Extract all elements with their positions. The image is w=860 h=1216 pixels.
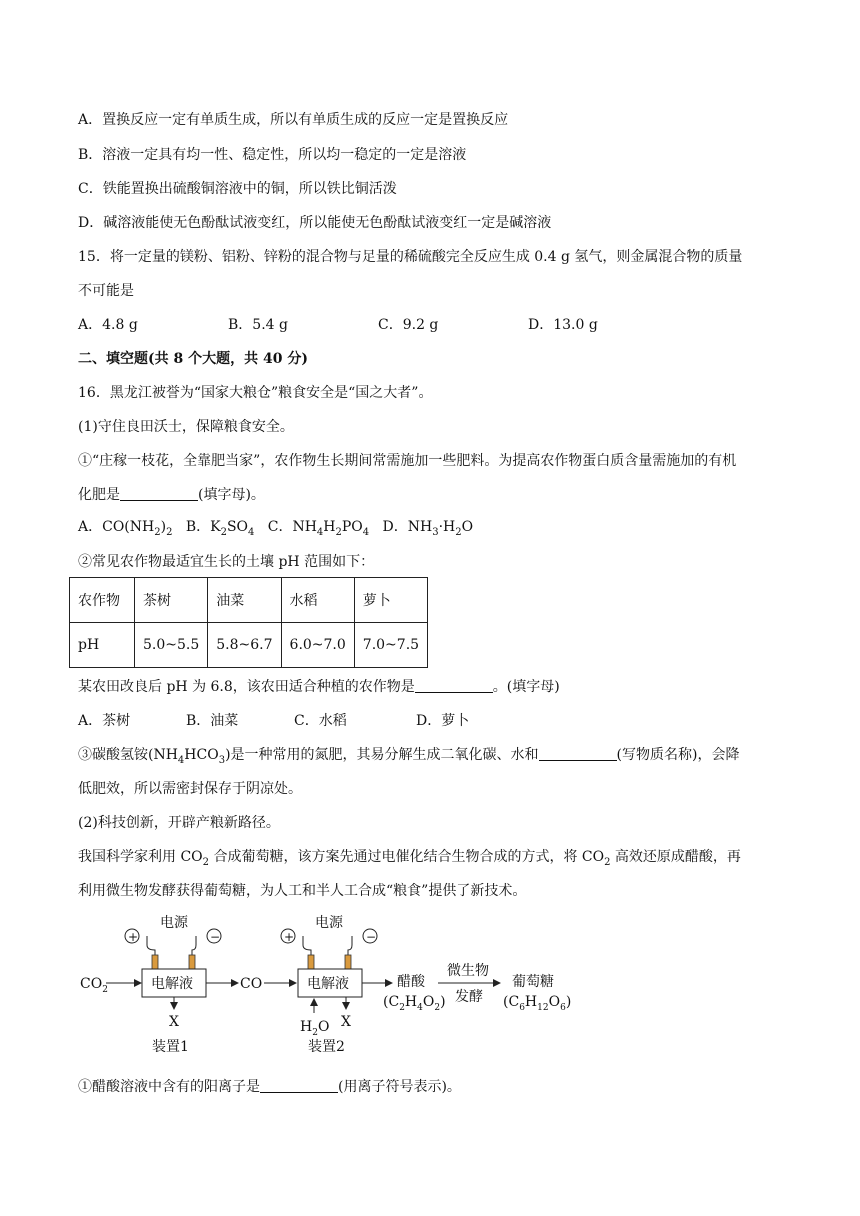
table-cell: pH <box>70 623 135 668</box>
q15-stem-line1: 15．将一定量的镁粉、铝粉、锌粉的混合物与足量的稀硫酸完全反应生成 0.4 g 氢气，则金属混合物的质量 <box>78 249 743 265</box>
h2o-input: $H_2O$ <box>300 1019 330 1038</box>
power-label-1: 电源 <box>160 915 188 931</box>
q14-option-a: A．置换反应一定有单质生成，所以有单质生成的反应一定是置换反应 <box>78 112 509 128</box>
q15-option-d: D．13.0 g <box>528 317 598 333</box>
table-cell: 水稻 <box>281 578 354 623</box>
ph-table <box>69 577 428 668</box>
x-product-1: X <box>169 1014 179 1030</box>
q16-part2-title: (2)科技创新，开辟产粮新路径。 <box>78 815 280 831</box>
q16-s3-text-b: HCO <box>184 747 219 763</box>
q16-s3-text-a: ③碳酸氢铵(NH <box>78 747 178 763</box>
q16-s1-line2 <box>78 485 265 505</box>
wire-left-2 <box>303 936 311 957</box>
q16-s1-line2-text: 化肥是 <box>78 487 120 503</box>
q16-p2-line2: 利用微生物发酵获得葡萄糖，为人工和半人工合成“粮食”提供了新技术。 <box>78 883 527 899</box>
q15-stem-line2: 不可能是 <box>78 283 134 299</box>
crop-option-b: B．油菜 <box>186 713 239 729</box>
q16-p2-text-c: 高效还原成醋酸，再 <box>610 849 741 865</box>
q16-s3-line1: ③碳酸氢铵$(NH_4HCO_3)$是一种常用的氮肥，其易分解生成二氧化碳、水和 (写物质名称)，会降 <box>78 747 740 766</box>
q16-s2-options <box>78 711 469 731</box>
table-cell: 6.0~7.0 <box>281 623 354 668</box>
answer-blank[interactable] <box>260 1078 338 1093</box>
q16-s2-question-tail: 。(填字母) <box>492 679 560 695</box>
acetic-acid-formula: $(C_2H_4O_2)$ <box>383 994 446 1013</box>
q16-s3-text-c: )是一种常用的氮肥，其易分解生成二氧化碳、水和 <box>225 747 539 763</box>
fermentation-label: 发酵 <box>455 989 483 1005</box>
q16-s1-line2-tail: (填字母)。 <box>198 487 265 503</box>
fertilizer-option-a: A．$CO(NH_2)_2$ <box>78 519 173 538</box>
power-label-2: 电源 <box>315 915 343 931</box>
electrolyte-label-1: 电解液 <box>151 976 193 992</box>
q15-option-c: C．9.2 g <box>378 317 439 333</box>
crop-option-a: A．茶树 <box>78 713 131 729</box>
q16-s4-tail: (用离子符号表示)。 <box>338 1079 461 1095</box>
q16-s2-question <box>78 677 560 697</box>
table-cell: 5.0~5.5 <box>135 623 208 668</box>
answer-blank[interactable] <box>415 678 493 693</box>
table-cell: 油菜 <box>208 578 281 623</box>
wire-right-2 <box>348 936 352 957</box>
q16-p2-text-b: 合成葡萄糖，该方案先通过电催化结合生物合成的方式，将 CO <box>209 849 605 865</box>
fertilizer-option-b: B．$K_2SO_4$ <box>185 519 255 538</box>
plus-sign: + <box>284 930 295 944</box>
minus-sign: − <box>366 930 377 944</box>
q14-option-d: D．碱溶液能使无色酚酞试液变红，所以能使无色酚酞试液变红一定是碱溶液 <box>78 215 552 231</box>
microbe-label: 微生物 <box>447 963 489 979</box>
table-cell: 萝卜 <box>354 578 427 623</box>
answer-blank[interactable] <box>539 746 617 761</box>
device-label-1: 装置1 <box>152 1039 189 1055</box>
crop-option-c: C．水稻 <box>294 713 347 729</box>
wire-left-1 <box>147 936 155 957</box>
co2-input: $CO_2$ <box>80 976 108 995</box>
glucose-formula: $(C_6H_{12}O_6)$ <box>503 994 572 1013</box>
q15-option-b: B．5.4 g <box>228 317 288 333</box>
plus-sign: + <box>128 930 139 944</box>
table-row <box>70 623 428 668</box>
table-cell: 农作物 <box>70 578 135 623</box>
q15-options <box>78 315 598 335</box>
co-intermediate: CO <box>240 976 263 992</box>
fertilizer-option-c: C．$NH_4H_2PO_4$ <box>267 519 370 538</box>
q14-option-b: B．溶液一定具有均一性、稳定性，所以均一稳定的一定是溶液 <box>78 147 467 163</box>
q16-s2-question-text: 某农田改良后 pH 为 6.8，该农田适合种植的农作物是 <box>78 679 415 695</box>
q16-s3-line2: 低肥效，所以需密封保存于阴凉处。 <box>78 781 302 797</box>
minus-sign: − <box>210 930 221 944</box>
x-product-2: X <box>341 1014 351 1030</box>
q15-option-a: A．4.8 g <box>78 317 138 333</box>
q16-p2-line1: 我国科学家利用 $CO_2$ 合成葡萄糖，该方案先通过电催化结合生物合成的方式，将 $CO_2$ 高效还原成醋酸，再 <box>78 849 741 868</box>
table-row <box>70 578 428 623</box>
crop-option-d: D．萝卜 <box>416 713 470 729</box>
q16-part1-title: (1)守住良田沃士，保障粮食安全。 <box>78 419 294 435</box>
table-cell: 茶树 <box>135 578 208 623</box>
glucose-label: 葡萄糖 <box>512 974 554 990</box>
q16-intro: 16．黑龙江被誉为“国家大粮仓”粮食安全是“国之大者”。 <box>78 385 433 401</box>
acetic-acid-label: 醋酸 <box>397 974 425 990</box>
device-label-2: 装置2 <box>308 1039 345 1055</box>
fertilizer-option-d: D．$NH_3\cdot H_2O$ <box>382 519 474 538</box>
section-title: 二、填空题(共 8 个大题，共 40 分) <box>78 351 308 367</box>
synthesis-diagram <box>0 905 860 1055</box>
q16-s2-intro: ②常见农作物最适宜生长的土壤 pH 范围如下： <box>78 554 375 570</box>
table-cell: 7.0~7.5 <box>354 623 427 668</box>
electrolyte-label-2: 电解液 <box>307 976 349 992</box>
q16-s1-line1: ①“庄稼一枝花，全靠肥当家”，农作物生长期间常需施加一些肥料。为提高农作物蛋白质含量需施加的有机 <box>78 453 737 469</box>
q16-p2-text-a: 我国科学家利用 CO <box>78 849 203 865</box>
q14-option-c: C．铁能置换出硫酸铜溶液中的铜，所以铁比铜活泼 <box>78 181 397 197</box>
q16-s4 <box>78 1077 461 1097</box>
q16-s4-text: ①醋酸溶液中含有的阳离子是 <box>78 1079 260 1095</box>
answer-blank[interactable] <box>120 486 198 501</box>
q16-s1-options <box>78 517 473 543</box>
table-cell: 5.8~6.7 <box>208 623 281 668</box>
wire-right-1 <box>192 936 196 957</box>
q16-s3-text-d: (写物质名称)，会降 <box>616 747 740 763</box>
